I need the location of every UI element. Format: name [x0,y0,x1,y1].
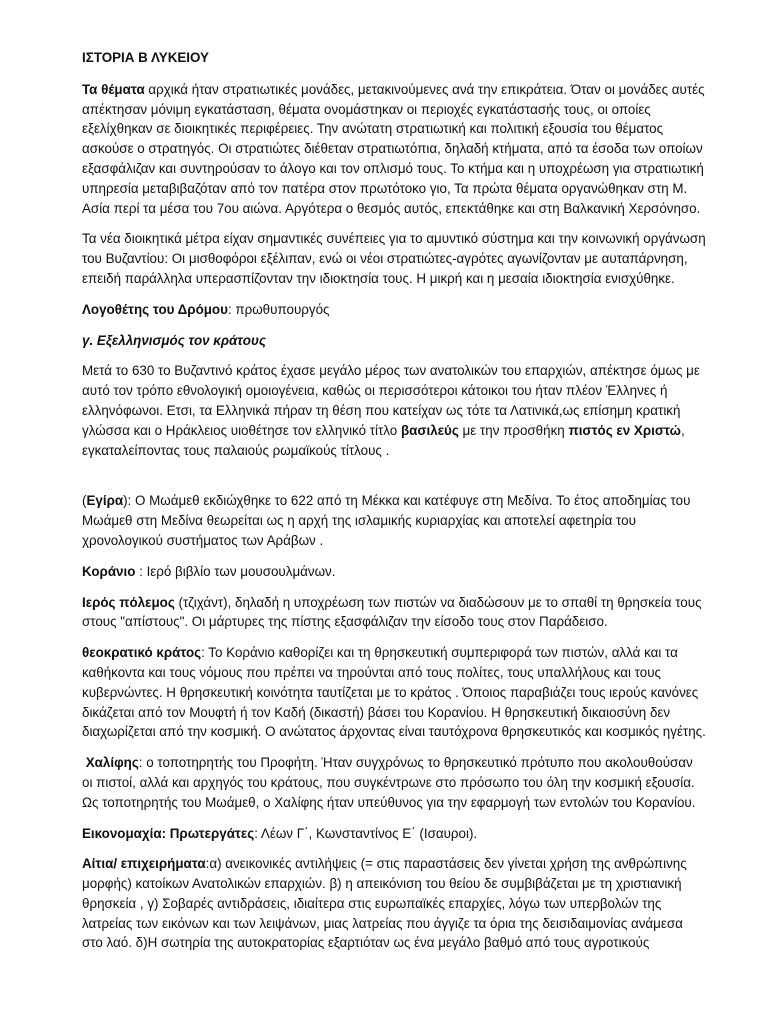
paragraph-text: Μετά το 630 το Βυζαντινό κράτος έχασε μεγάλο μέρος των ανατολικών του επαρχιών, απέκτησε όμως με αυτό τον τρόπο εθνολογική ομοιογένεια, καθώς οι περισσότεροι κάτοικοι του ήταν πλέον Έλληνες ή ελληνόφωνοι. Ετσι, τα Ελληνικά πήραν τη θέση που κατείχαν ως τότε τα Λατινικά,ως επίσημη κρατική γλώσσα και ο Ηράκλειος υιοθέτησε τον ελληνικό τίτλο [82,363,700,438]
term-egira: Εγίρα [86,493,124,509]
paragraph-text: :α) ανεικονικές αντιλήψεις (= στις παραστάσεις δεν γίνεται χρήση της ανθρώπινης μορφής) κατοίκων Ανατολικών επαρχιών. β) η απεικόνιση του θείου δε συμβιβάζεται με τη χριστιανική θρησκεία , γ) Σοβαρές αντιδράσεις, ιδιαίτερα στις ευρωπαϊκές επαρχίες, λόγω των υπερβολών της λατρείας των εικόνων και των λειψάνων, μιας λατρείας που άγγιζε τα όρια της δεισιδαιμονίας ανάμεσα στο λαό. δ)Η σωτηρία της αυτοκρατορίας εξαρτιόταν ως ένα μεγάλο βαθμό από τους αγροτικούς [82,856,687,951]
term-logothetis: Λογοθέτης του Δρόμου [82,301,228,317]
term-caliph: Χαλίφης [85,755,139,771]
blank-line [82,471,706,491]
paragraph-caliph [82,753,706,812]
paragraph-text: : Ιερό βιβλίο των μουσουλμάνων. [135,563,336,579]
term-holy-war: Ιερός πόλεμος [82,594,175,610]
paragraph-text: ): Ο Μωάμεθ εκδιώχθηκε το 622 από τη Μέκκα και κατέφυγε στη Μεδίνα. Το έτος αποδημίας του Μωάμεθ στη Μεδίνα θεωρείται ως η αρχή της ισλαμικής κυριαρχίας και αποτελεί αφετηρία του χρονολογικού συστήματος των Αράβων . [82,493,691,548]
term-iconoclasm: Εικονομαχία: Πρωτεργάτες [82,825,255,841]
paragraph-hellenization [82,361,706,460]
term-causes: Αίτια/ επιχειρήματα [82,856,206,872]
paragraph-text: : Λέων Γ΄, Κωνσταντίνος Ε΄ (Ισαυροι). [254,825,478,841]
section-heading-hellenization: γ. Εξελληνισμός τον κράτους [82,332,266,348]
term-koranio: Κοράνιο [82,563,136,579]
paragraph-text: : Το Κοράνιο καθορίζει και τη θρησκευτική συμπεριφορά των πιστών, αλλά και τα καθήκοντα και τους νόμους που πρέπει να τηρούνται από τους πολίτες, τους υπαλλήλους και τους κυβερνώντες. Η θρησκευτική κοινότητα ταυτίζεται με το κράτος . Όποιος παραβιάζει τους ιερούς κανόνες δικάζεται από τον Μουφτή ή τον Καδή (δικαστή) βάσει του Κορανίου. Η θρησκευτική δικαιοσύνη δεν διαχωρίζεται από την κοσμική. Ο ανώτατος άρχοντας είναι ταυτόχρονα θρησκευτικός και κοσμικός ηγέτης. [82,645,706,740]
paragraph-text: (τζιχάντ), δηλαδή η υποχρέωση των πιστών να διαδώσουν με το σπαθί τη θρησκεία τους στους "απίστους". Οι μάρτυρες της πίστης εξασφάλιζαν την είσοδο τους στον Παράδεισο. [82,594,702,630]
paragraph-themata [82,80,706,219]
paragraph-text: , εγκαταλείποντας τους παλαιούς ρωμαϊκούς τίτλους . [82,422,685,458]
paragraph-text: ( [82,493,87,509]
term-pistos-en-christo: πιστός εν Χριστώ [568,422,681,438]
paragraph-text: : ο τοποτηρητής του Προφήτη. Ήταν συγχρόνως το θρησκευτικό πρότυπο που ακολουθούσαν οι πιστοί, αλλά και αρχηγός του κράτους, που συγκέντρωνε στο πρόσωπο του όλη την κοσμική εξουσία. Ως τοποτηρητής του Μωάμεθ, ο Χαλίφης ήταν υπεύθυνος για την εφαρμογή των εντολών του Κορανίου. [82,755,696,810]
paragraph-text: : πρωθυπουργός [227,301,330,317]
paragraph-logothetis [82,300,706,320]
paragraph-administrative-measures: Τα νέα διοικητικά μέτρα είχαν σημαντικές συνέπειες για το αμυντικό σύστημα και την κοινωνική οργάνωση του Βυζαντίου: Οι μισθοφόροι εξέλιπαν, ενώ οι νέοι στρατιώτες-αγρότες αγωνίζονταν με αυταπάρνηση, επειδή παράλληλα υπερασπίζονταν την ιδιοκτησία τους. Η μικρή και η μεσαία ιδιοκτησία ενισχύθηκε. [82,231,706,286]
paragraph-theocratic-state [82,643,706,742]
paragraph-egira [82,491,706,550]
term-vasileus: βασιλεύς [400,422,459,438]
document-title: ΙΣΤΟΡΙΑ Β ΛΥΚΕΙΟΥ [82,50,209,65]
paragraph-text: με την προσθήκη [458,422,569,438]
term-themata: Τα θέματα [82,81,145,97]
paragraph-causes [82,854,706,953]
paragraph-iconoclasm [82,824,706,844]
paragraph-koranio [82,562,706,582]
paragraph-text: αρχικά ήταν στρατιωτικές μονάδες, μετακινούμενες ανά την επικράτεια. Όταν οι μονάδες αυτές απέκτησαν μόνιμη εγκατάσταση, θέματα ονομάστηκαν οι περιοχές εγκατάστασής τους, οι οποίες εξελίχθηκαν σε διοικητικές περιφέρειες. Την ανώτατη στρατιωτική και πολιτική εξουσία του θέματος ασκούσε ο στρατηγός. Οι στρατιώτες διέθεταν στρατιωτόπια, δηλαδή κτήματα, από τα έσοδα των οποίων εξασφάλιζαν και συντηρούσαν το άλογο και τον οπλισμό τους. Το κτήμα και η υποχρέωση για στρατιωτική υπηρεσία μεταβιβαζόταν από τον πατέρα στον πρωτότοκο γιο, Τα πρώτα θέματα οργανώθηκαν στη Μ. Ασία περί τα μέσα του 7ου αιώνα. Αργότερα ο θεσμός αυτός, επεκτάθηκε και στη Βαλκανική Χερσόνησο. [82,81,705,216]
term-theocratic-state: θεοκρατικό κράτος [82,645,202,661]
paragraph-holy-war [82,593,706,633]
